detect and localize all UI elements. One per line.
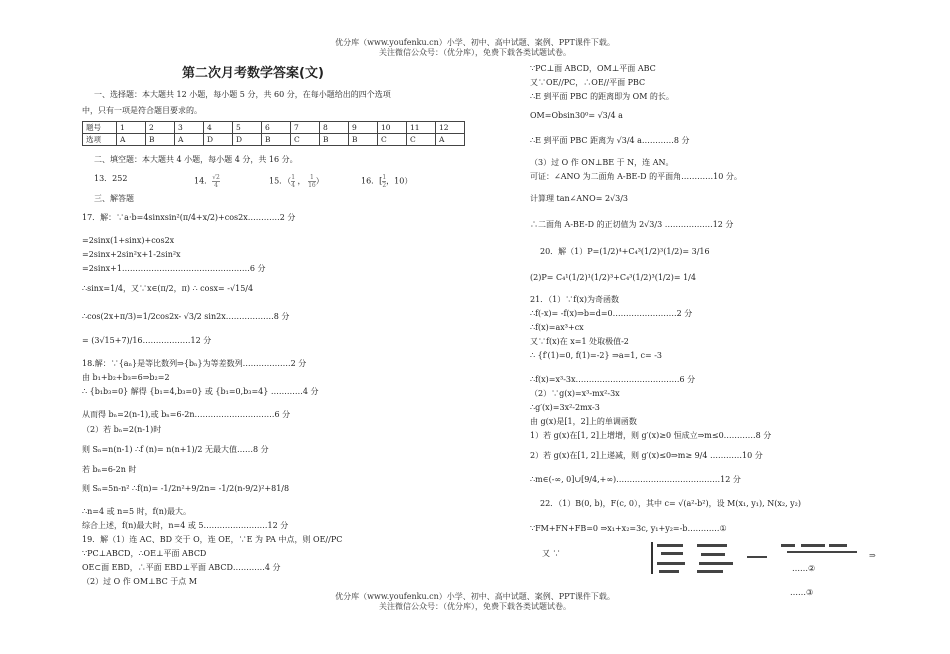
- table-cell: 7: [291, 122, 320, 134]
- text-line: OE⊂面 EBD，∴平面 EBD⊥平面 ABCD…………4 分: [82, 563, 281, 572]
- text-line: 从而得 bₙ=2(n-1),或 bₙ=6-2n…………………………6 分: [82, 410, 291, 419]
- table-cell: B: [320, 134, 349, 146]
- table-row: [83, 134, 465, 146]
- text-line: ∴m∈(-∞, 0]∪[9/4,+∞)…………………………………12 分: [530, 475, 741, 484]
- text-line: 则 Sₙ=n(n-1) ∴f (n)= n(n+1)/2 无最大值……8 分: [82, 445, 269, 454]
- equation-image: [651, 540, 879, 576]
- header-line-2: 关注微信公众号：（优分库），免费下载各类试题试卷。: [379, 48, 571, 57]
- text-line: ∴n=4 或 n=5 时，f(n)最大。: [82, 507, 191, 516]
- table-cell: 12: [436, 122, 465, 134]
- fill-15: 15．（ $\frac{1}{4}$ ， $\frac{1}{16}$ ）: [269, 174, 324, 189]
- table-cell: 题号: [83, 122, 117, 134]
- text-line: ∴E 到平面 PBC 的距离即为 OM 的长。: [530, 92, 674, 101]
- text-line: ……②: [792, 564, 816, 573]
- table-cell: D: [233, 134, 262, 146]
- text-line: =2sinx+2sin²x+1-2sin²x: [82, 250, 181, 259]
- table-cell: A: [175, 134, 204, 146]
- text-line: = (3√15+7)/16………………12 分: [82, 336, 212, 345]
- text-line: 由 g(x)是[1，2]上的单调函数: [530, 417, 637, 426]
- text-line: ∴f(x)=x³-3x…………………………………6 分: [530, 375, 696, 384]
- text-line: （2）∵g(x)=x³-mx²-3x: [530, 389, 620, 398]
- table-cell: D: [204, 134, 233, 146]
- table-cell: B: [349, 134, 378, 146]
- text-line: 又∵OE//PC，∴OE//平面 PBC: [530, 78, 646, 87]
- text-line: OM=Obsin30⁰= √3/4 a: [530, 111, 623, 120]
- table-cell: A: [436, 134, 465, 146]
- header-line-1: 优分库（www.youfenku.cn）小学、初中、高中试题、案例、PPT课件下载。: [335, 38, 615, 47]
- text-line: ∴f(-x)= -f(x)⇒b=d=0……………………2 分: [530, 309, 693, 318]
- text-line: ∵PC⊥ABCD，∴OE⊥平面 ABCD: [82, 549, 207, 558]
- text-line: 若 bₙ=6-2n 时: [82, 465, 137, 474]
- table-cell: C: [407, 134, 436, 146]
- text-line: ∴g′(x)=3x²-2mx-3: [530, 403, 600, 412]
- fill-16: 16．[ $\frac{1}{2}$ ，10）: [361, 174, 413, 189]
- svg-text:⇒: ⇒: [869, 551, 876, 560]
- table-cell: 选项: [83, 134, 117, 146]
- text-line: （2）若 bₙ=2(n-1)时: [82, 425, 162, 434]
- text-line: ∴cos(2x+π/3)=1/2cos2x- √3/2 sin2x………………8 分: [82, 312, 290, 321]
- text-line: 综合上述，f(n)最大时，n=4 或 5……………………12 分: [82, 521, 289, 530]
- text-line: =2sinx(1+sinx)+cos2x: [82, 236, 175, 245]
- table-cell: 2: [146, 122, 175, 134]
- text-line: 2）若 g(x)在[1, 2]上递减，则 g′(x)≤0⇒m≥ 9/4 …………10 分: [530, 451, 763, 460]
- fill-13: 13．252: [94, 174, 128, 183]
- text-line: ∴f(x)=ax³+cx: [530, 323, 584, 332]
- table-cell: 1: [117, 122, 146, 134]
- text-line: 可证：∠ANO 为二面角 A-BE-D 的平面角…………10 分。: [530, 172, 742, 181]
- text-line: ∴ {b₁b₃=0} 解得 {b₁=4,b₃=0} 或 {b₁=0,b₃=4} …………4 分: [82, 387, 319, 396]
- table-cell: 8: [320, 122, 349, 134]
- table-cell: 6: [262, 122, 291, 134]
- text-line: ∴二面角 A-BE-D 的正切值为 2√3/3 ………………12 分: [530, 220, 734, 229]
- table-row: [83, 122, 465, 134]
- text-line: 21．（1）∵f(x)为奇函数: [530, 295, 619, 304]
- part2-heading: 二、填空题：本大题共 4 小题，每小题 4 分，共 16 分。: [94, 155, 298, 164]
- footer-line-2: 关注微信公众号：（优分库），免费下载各类试题试卷。: [379, 602, 571, 611]
- answer-table: [82, 121, 465, 146]
- text-line: ∵FM+FN+FB=0 ⇒x₁+x₂=3c, y₁+y₂=-b…………①: [530, 524, 727, 533]
- text-line: 由 b₁+b₂+b₃=6⇒b₂=2: [82, 373, 170, 382]
- table-cell: B: [146, 134, 175, 146]
- part1-heading: 一、选择题：本大题共 12 小题，每小题 5 分，共 60 分，在每小题给出的四个选项: [94, 90, 391, 99]
- text-line: 18.解：∵{aₙ}是等比数列⇒{bₙ}为等差数列………………2 分: [82, 359, 307, 368]
- text-line: ∴E 到平面 PBC 距离为 √3/4 a…………8 分: [530, 136, 690, 145]
- footer-line-1: 优分库（www.youfenku.cn）小学、初中、高中试题、案例、PPT课件下载。: [335, 592, 615, 601]
- table-cell: C: [291, 134, 320, 146]
- text-line: （2）过 O 作 OM⊥BC 于点 M: [82, 577, 197, 586]
- text-line: 17．解：∵a·b=4sinxsin²(π/4+x/2)+cos2x…………2 分: [82, 213, 296, 222]
- text-line: ∵PC⊥面 ABCD，OM⊥平面 ABC: [530, 64, 656, 73]
- text-line: 22．（1）B(0, b)，F(c, 0），其中 c= √(a²-b²)，设 M(x₁, y₁), N(x₂, y₂): [540, 499, 801, 508]
- table-cell: 3: [175, 122, 204, 134]
- table-cell: 11: [407, 122, 436, 134]
- text-line: 19．解（1）连 AC、BD 交于 O，连 OE，∵E 为 PA 中点，则 OE//PC: [82, 535, 343, 544]
- part3-heading: 三、解答题: [94, 194, 134, 203]
- table-cell: A: [117, 134, 146, 146]
- text-line: 又∵f(x)在 x=1 处取极值-2: [530, 337, 629, 346]
- fill-14: 14． $\frac{√2}{4}$: [194, 174, 220, 189]
- table-cell: 10: [378, 122, 407, 134]
- table-cell: 5: [233, 122, 262, 134]
- text-line: (2)P= C₄¹(1/2)¹(1/2)³+C₄³(1/2)³(1/2)= 1/4: [530, 273, 696, 282]
- text-line: ……③: [790, 588, 814, 597]
- table-cell: C: [378, 134, 407, 146]
- part1-heading-cont: 中，只有一项是符合题目要求的。: [82, 106, 202, 115]
- text-line: 则 Sₙ=5n-n² ∴f(n)= -1/2n²+9/2n= -1/2(n-9/2)²+81/8: [82, 484, 290, 493]
- table-cell: 9: [349, 122, 378, 134]
- table-cell: 4: [204, 122, 233, 134]
- text-line: =2sinx+1…………………………………………6 分: [82, 264, 266, 273]
- text-line: 20．解（1）P=(1/2)⁴+C₄³(1/2)³(1/2)= 3/16: [540, 247, 710, 256]
- text-line: ∴ {f′(1)=0, f(1)=-2} ⇒a=1, c= -3: [530, 351, 663, 360]
- page-title: 第二次月考数学答案(文): [182, 66, 324, 81]
- text-line: ∴sinx=1/4，又∵x∈(π/2，π) ∴ cosx= -√15/4: [82, 284, 254, 293]
- text-line: 计算理 tan∠ANO= 2√3/3: [530, 194, 629, 203]
- table-cell: B: [262, 134, 291, 146]
- text-line: （3）过 O 作 ON⊥BE 于 N，连 AN。: [530, 158, 674, 167]
- text-line: 又 ∵: [542, 549, 561, 558]
- text-line: 1）若 g(x)在[1, 2]上增增，则 g′(x)≥0 恒成立⇒m≤0…………8 分: [530, 431, 772, 440]
